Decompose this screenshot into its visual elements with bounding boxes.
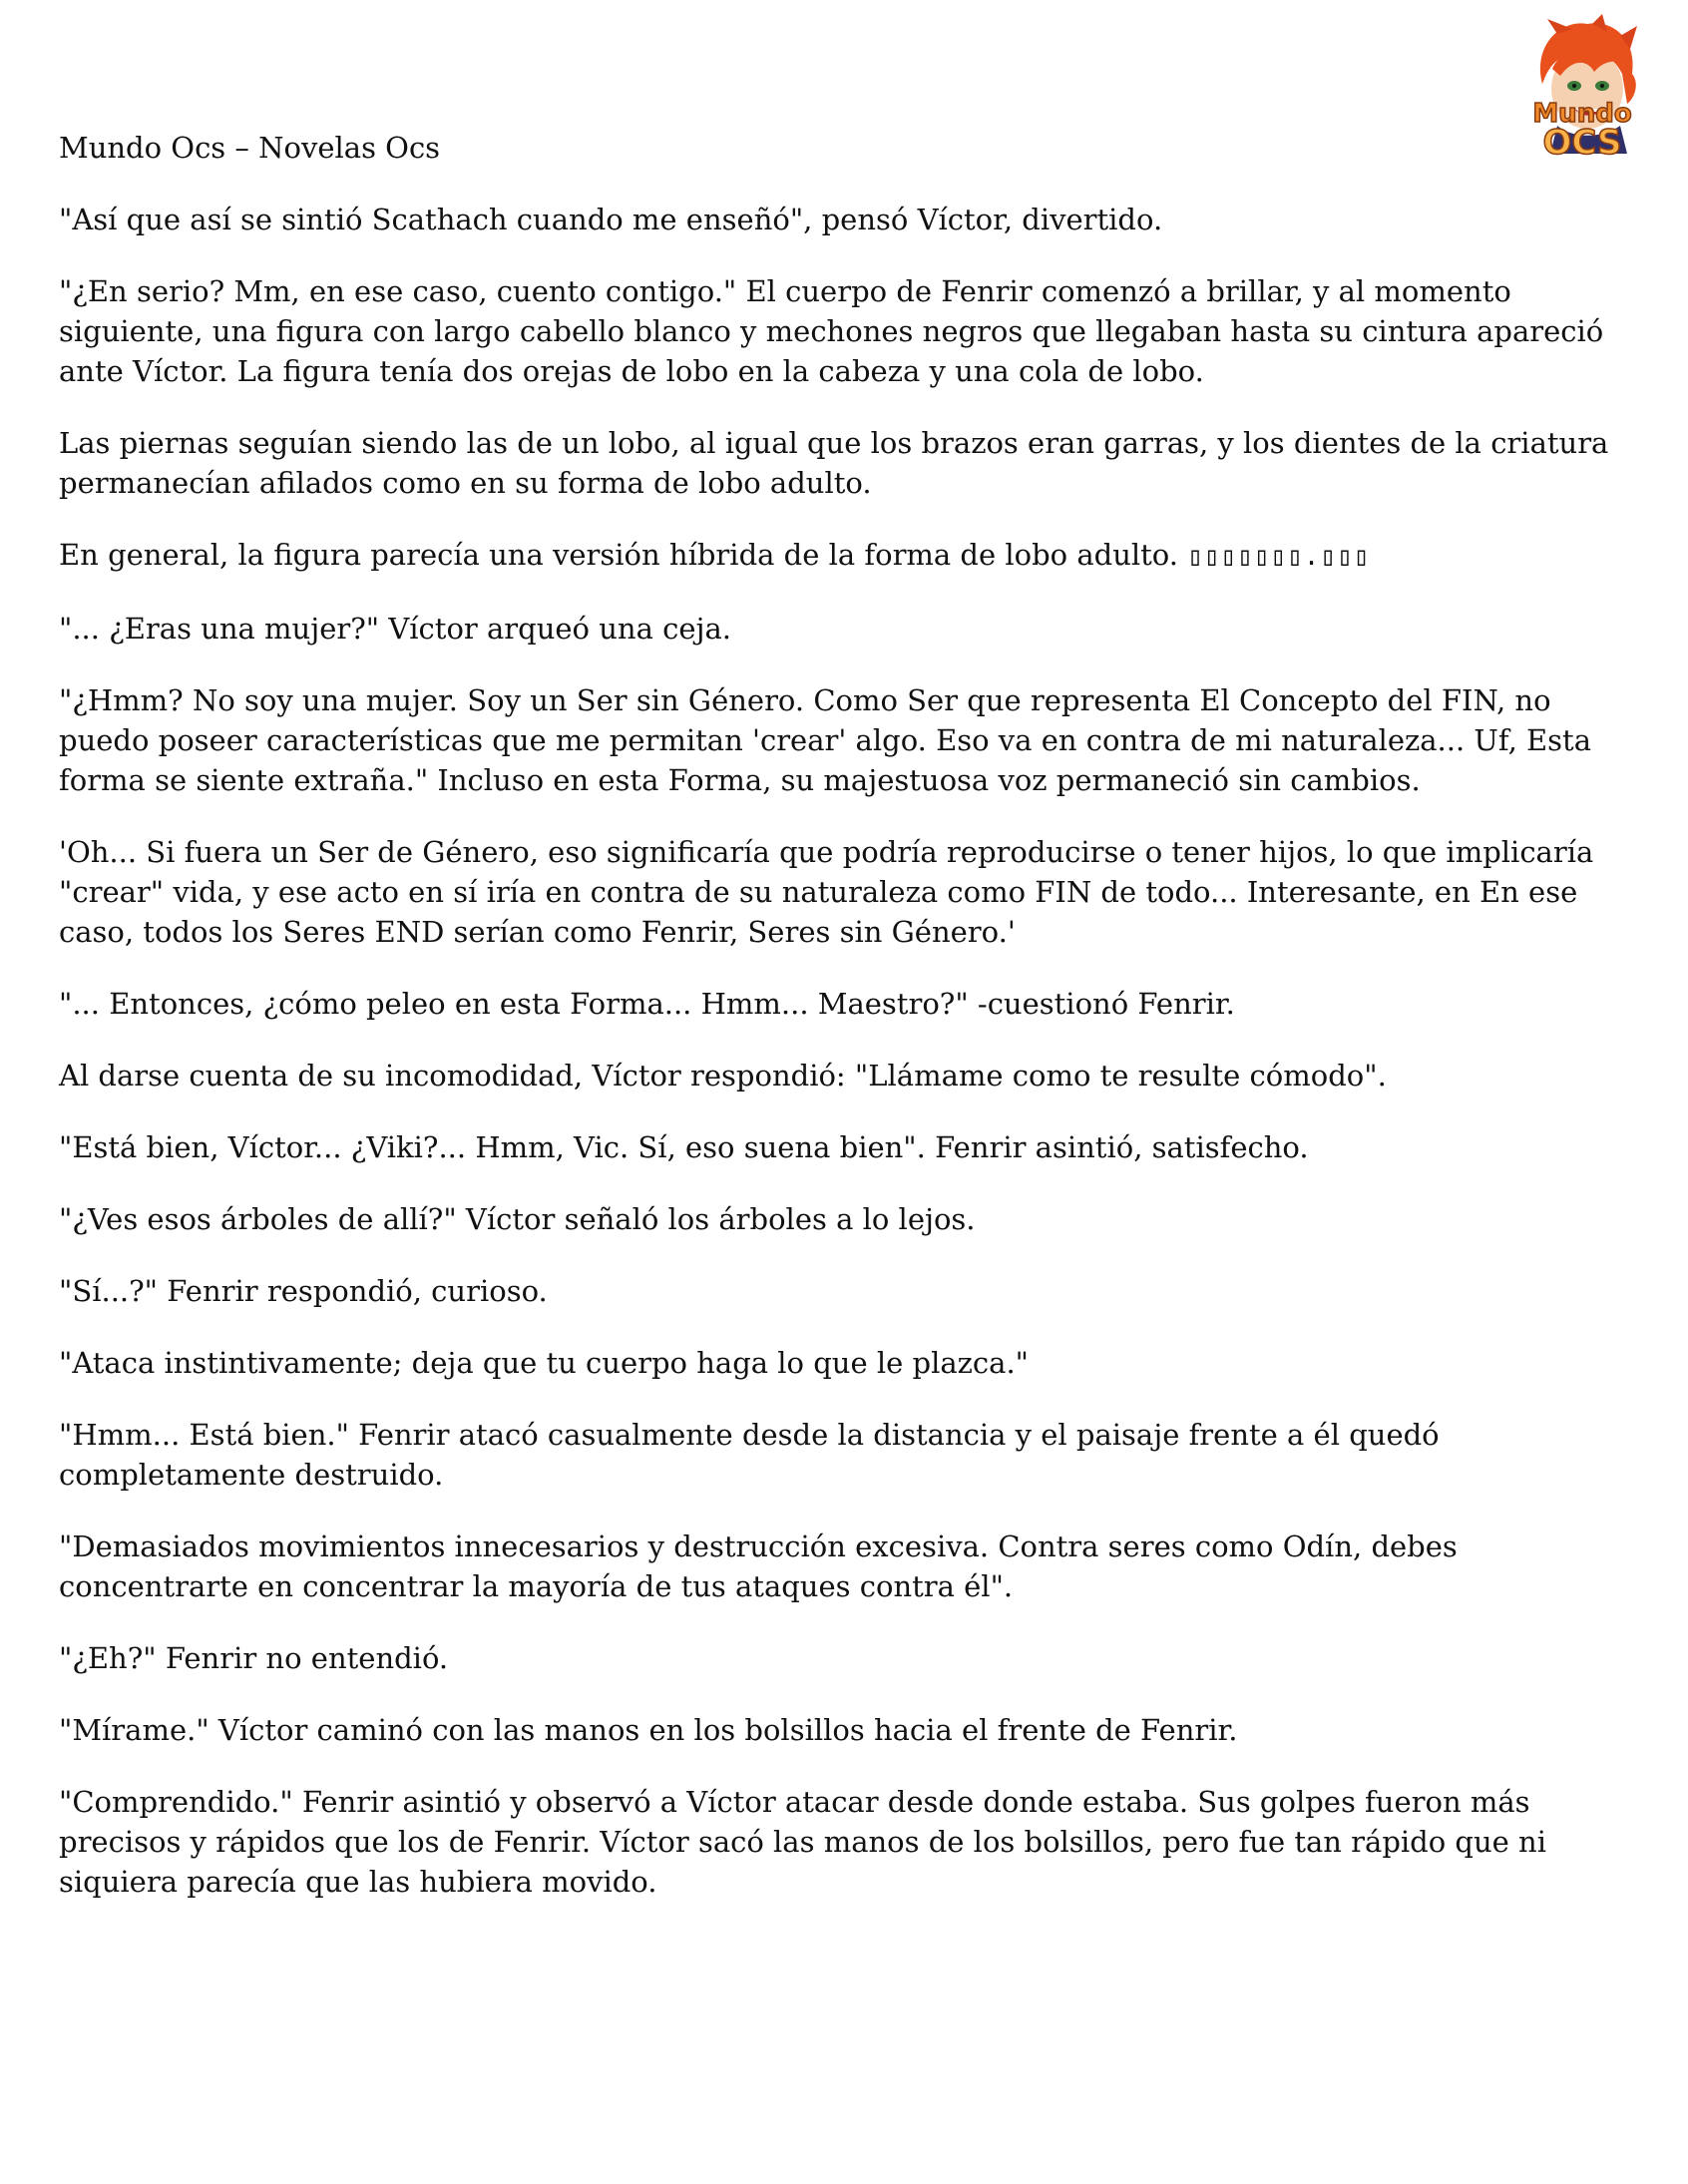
logo-text-mundo: Mundo: [1532, 99, 1632, 129]
paragraph: "¿En serio? Mm, en ese caso, cuento contigo." El cuerpo de Fenrir comenzó a brillar, y al momento siguiente, una figura con largo cabello blanco y mechones negros que llegaban hasta su cintura apareció ante Víctor. La figura tenía dos orejas de lobo en la cabeza y una cola de lobo.: [59, 274, 1604, 388]
paragraph: "... Entonces, ¿cómo peleo en esta Forma... Hmm... Maestro?" -cuestionó Fenrir.: [59, 987, 1235, 1021]
paragraph: "Sí...?" Fenrir respondió, curioso.: [59, 1274, 548, 1308]
paragraph: "Está bien, Víctor... ¿Viki?... Hmm, Vic. Sí, eso suena bien". Fenrir asintió, satisfecho.: [59, 1130, 1309, 1164]
paragraph: "¿Eh?" Fenrir no entendió.: [59, 1641, 449, 1675]
paragraph: Las piernas seguían siendo las de un lobo, al igual que los brazos eran garras, y los dientes de la criatura permanecían afilados como en su forma de lobo adulto.: [59, 426, 1609, 500]
paragraph: "Comprendido." Fenrir asintió y observó a Víctor atacar desde donde estaba. Sus golpes fueron más precisos y rápidos que los de Fenrir. Víctor sacó las manos de los bolsillos, pero fue tan rápido que ni siquiera parecía que las hubiera movido.: [59, 1785, 1546, 1899]
header-title: Mundo Ocs – Novelas Ocs: [59, 131, 441, 165]
paragraph: Al darse cuenta de su incomodidad, Víctor respondió: "Llámame como te resulte cómodo".: [59, 1059, 1387, 1092]
paragraph: "Así que así se sintió Scathach cuando me enseñó", pensó Víctor, divertido.: [59, 203, 1163, 236]
paragraph: "Mírame." Víctor caminó con las manos en los bolsillos hacia el frente de Fenrir.: [59, 1713, 1238, 1747]
missing-glyph-boxes: ▯▯▯▯▯▯▯.▯▯▯: [1187, 542, 1371, 572]
paragraph: "Ataca instintivamente; deja que tu cuerpo haga lo que le plazca.": [59, 1346, 1029, 1380]
logo-text-ocs: OCS: [1542, 123, 1622, 163]
paragraph: "Hmm... Está bien." Fenrir atacó casualmente desde la distancia y el paisaje frente a él quedó completamente destruido.: [59, 1418, 1440, 1492]
paragraph: [59, 535, 1645, 577]
paragraph: "¿Ves esos árboles de allí?" Víctor señaló los árboles a lo lejos.: [59, 1202, 976, 1236]
paragraph: 'Oh... Si fuera un Ser de Género, eso significaría que podría reproducirse o tener hijos, lo que implicaría "crear" vida, y ese acto en sí iría en contra de su naturaleza como FIN de todo... Interesante, en En ese caso, todos los Seres END serían como Fenrir, Seres sin Género.': [59, 835, 1594, 949]
paragraph: "... ¿Eras una mujer?" Víctor arqueó una ceja.: [59, 612, 731, 646]
mundo-ocs-logo: [1502, 14, 1662, 174]
story-body: [59, 200, 1645, 1934]
paragraph: "Demasiados movimientos innecesarios y destrucción excesiva. Contra seres como Odín, debes concentrarte en concentrar la mayoría de tus ataques contra él".: [59, 1529, 1458, 1603]
paragraph: "¿Hmm? No soy una mujer. Soy un Ser sin Género. Como Ser que representa El Concepto del FIN, no puedo poseer características que me permitan 'crear' algo. Eso va en contra de mi naturaleza... Uf, Esta forma se siente extraña." Incluso en esta Forma, su majestuosa voz permaneció sin cambios.: [59, 683, 1591, 797]
paragraph-text: En general, la figura parecía una versión híbrida de la forma de lobo adulto.: [59, 538, 1178, 572]
